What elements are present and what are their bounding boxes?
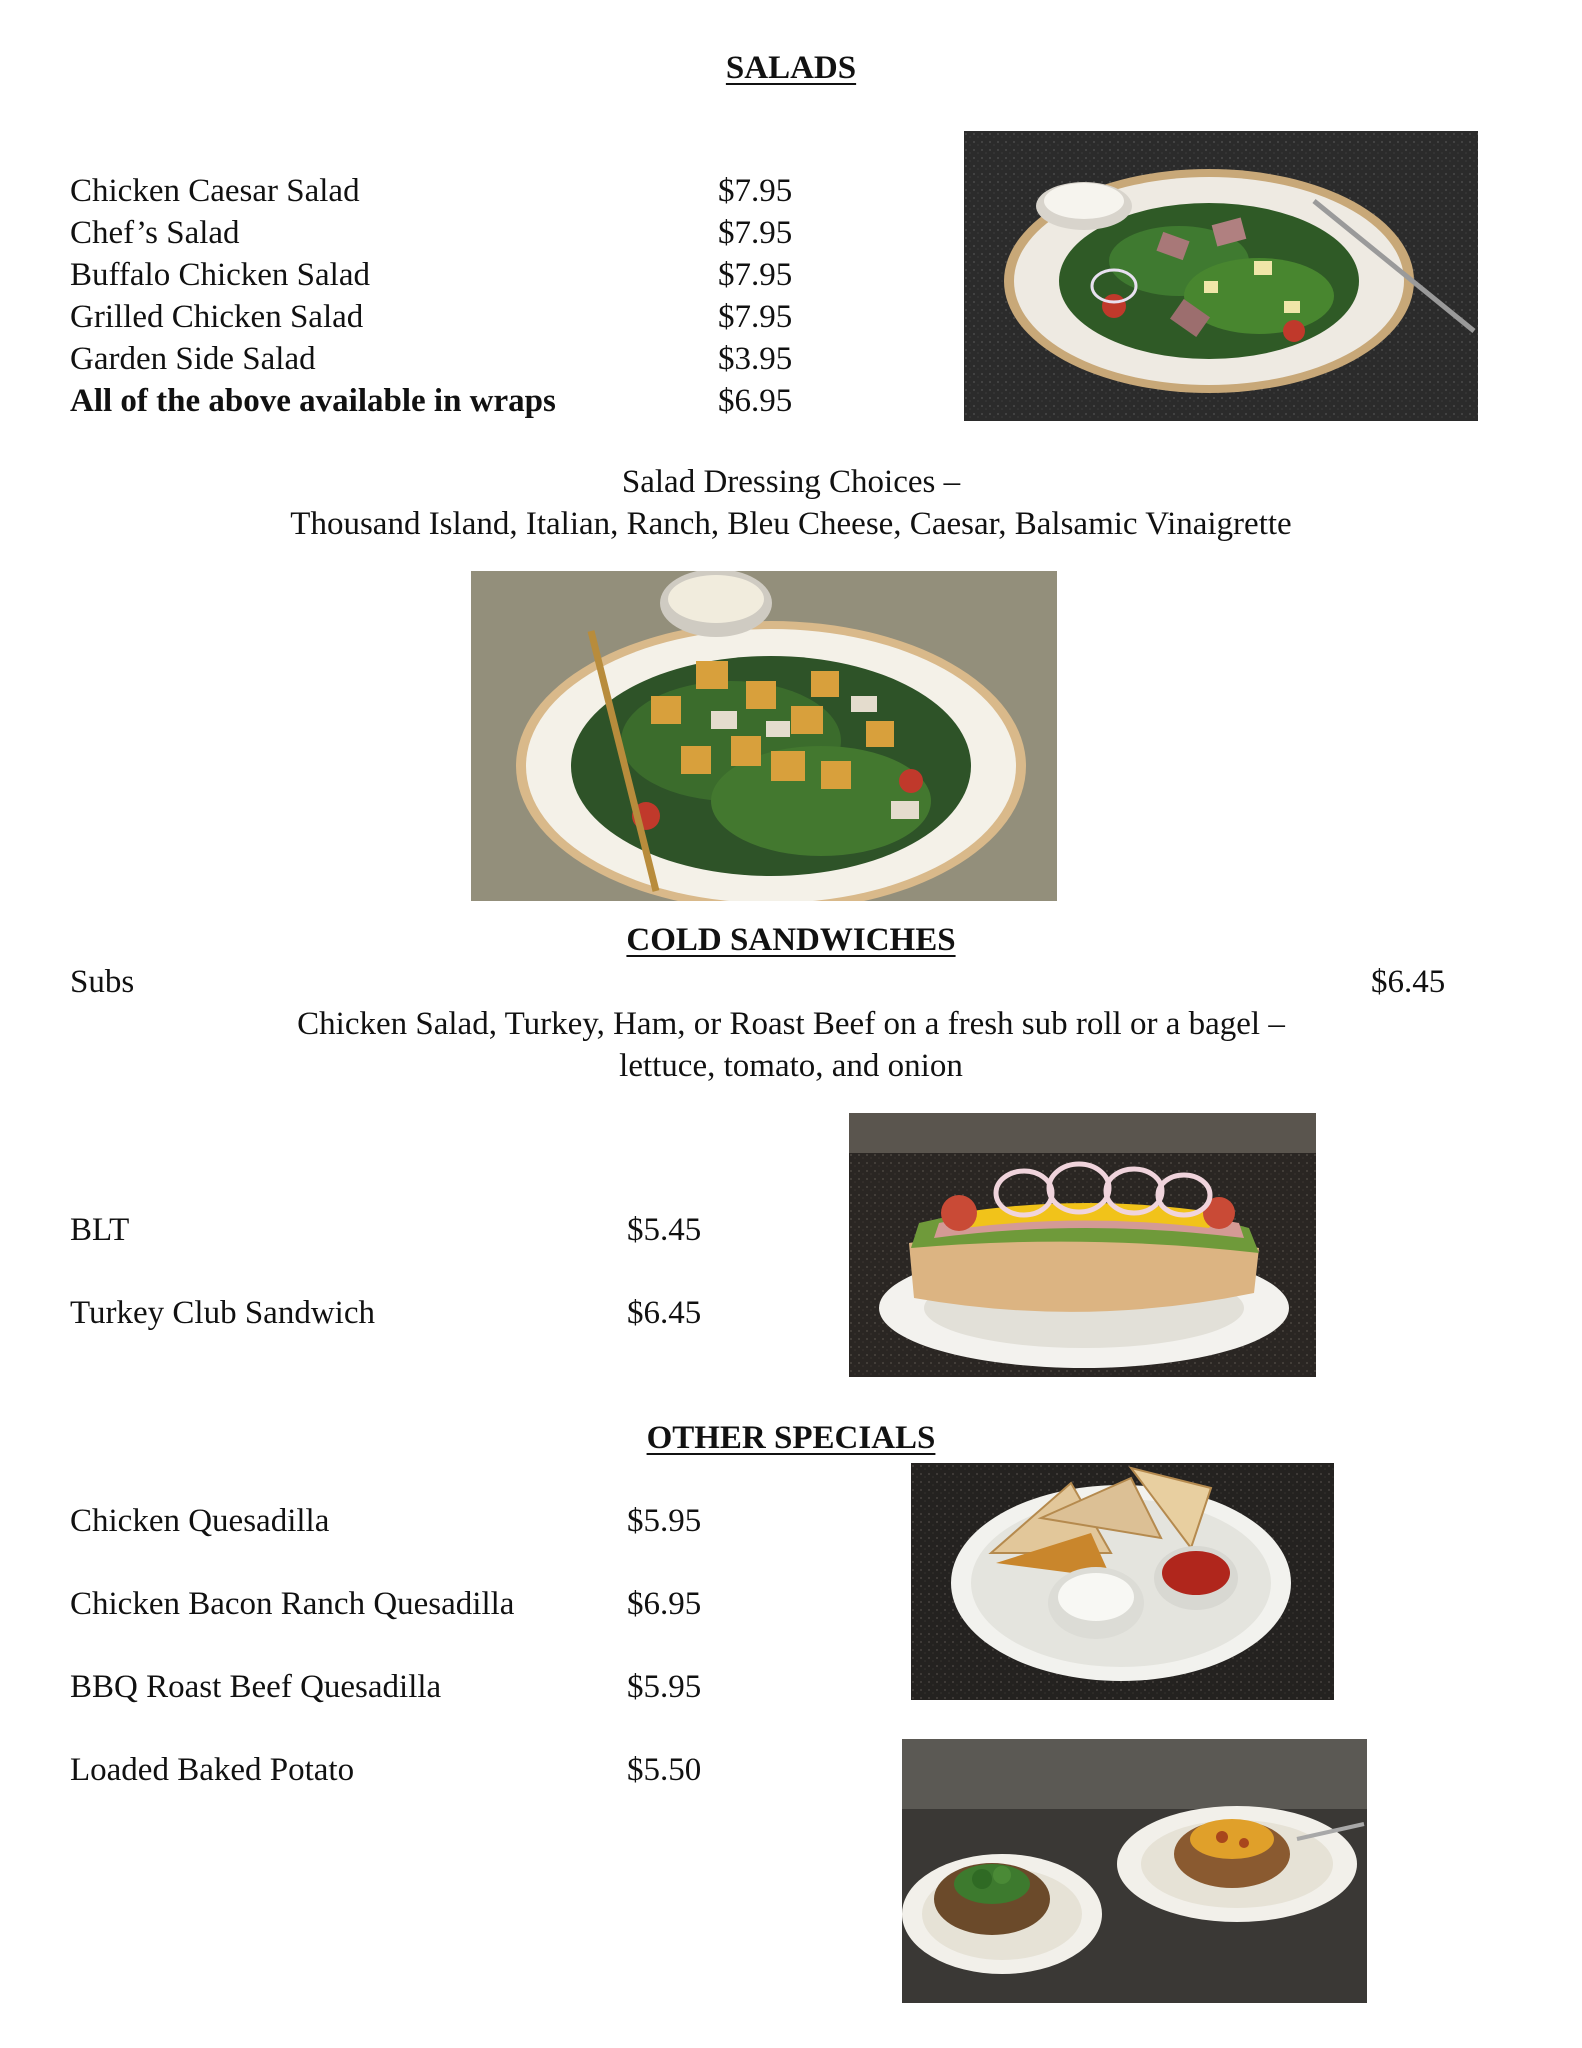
menu-item-name: Loaded Baked Potato (70, 1752, 355, 1788)
menu-item-name: Grilled Chicken Salad (70, 299, 364, 335)
menu-item-name: BBQ Roast Beef Quesadilla (70, 1669, 442, 1705)
menu-item-price: $7.95 (718, 215, 793, 251)
baked-potato-photo (902, 1739, 1367, 2003)
menu-item-price: $7.95 (718, 173, 793, 209)
subs-description: Chicken Salad, Turkey, Ham, or Roast Beef on a fresh sub roll or a bagel – (297, 1006, 1285, 1042)
menu-item-price: $5.50 (627, 1752, 702, 1788)
quesadilla-photo (911, 1463, 1334, 1700)
menu-item-name: Buffalo Chicken Salad (70, 257, 370, 293)
menu-item-price: $5.95 (627, 1503, 702, 1539)
dressing-list: Thousand Island, Italian, Ranch, Bleu Cheese, Caesar, Balsamic Vinaigrette (290, 506, 1292, 542)
menu-item-price: $5.95 (627, 1669, 702, 1705)
menu-item-price: $6.45 (627, 1295, 702, 1331)
menu-item-price: $7.95 (718, 257, 793, 293)
menu-item-name: BLT (70, 1212, 130, 1248)
subs-price: $6.45 (1371, 964, 1446, 1000)
dressing-title: Salad Dressing Choices – (621, 464, 961, 500)
other-specials-heading: OTHER SPECIALS (646, 1420, 936, 1456)
menu-item-name: Chef’s Salad (70, 215, 240, 251)
sub-sandwich-photo (849, 1113, 1316, 1377)
menu-item-name: Chicken Quesadilla (70, 1503, 330, 1539)
wraps-note: All of the above available in wraps (70, 383, 556, 419)
salads-heading: SALADS (725, 50, 857, 86)
menu-item-price: $6.95 (718, 383, 793, 419)
menu-item-price: $7.95 (718, 299, 793, 335)
cold-sandwiches-heading: COLD SANDWICHES (626, 922, 956, 958)
menu-item-name: Chicken Caesar Salad (70, 173, 360, 209)
subs-description-toppings: lettuce, tomato, and onion (619, 1048, 963, 1084)
menu-item-name: Turkey Club Sandwich (70, 1295, 375, 1331)
menu-item-name: Garden Side Salad (70, 341, 316, 377)
chef-salad-photo (964, 131, 1478, 421)
menu-item-price: $3.95 (718, 341, 793, 377)
menu-item-price: $5.45 (627, 1212, 702, 1248)
caesar-salad-photo (471, 571, 1057, 901)
menu-item-price: $6.95 (627, 1586, 702, 1622)
menu-item-name: Chicken Bacon Ranch Quesadilla (70, 1586, 515, 1622)
subs-name: Subs (70, 964, 135, 1000)
